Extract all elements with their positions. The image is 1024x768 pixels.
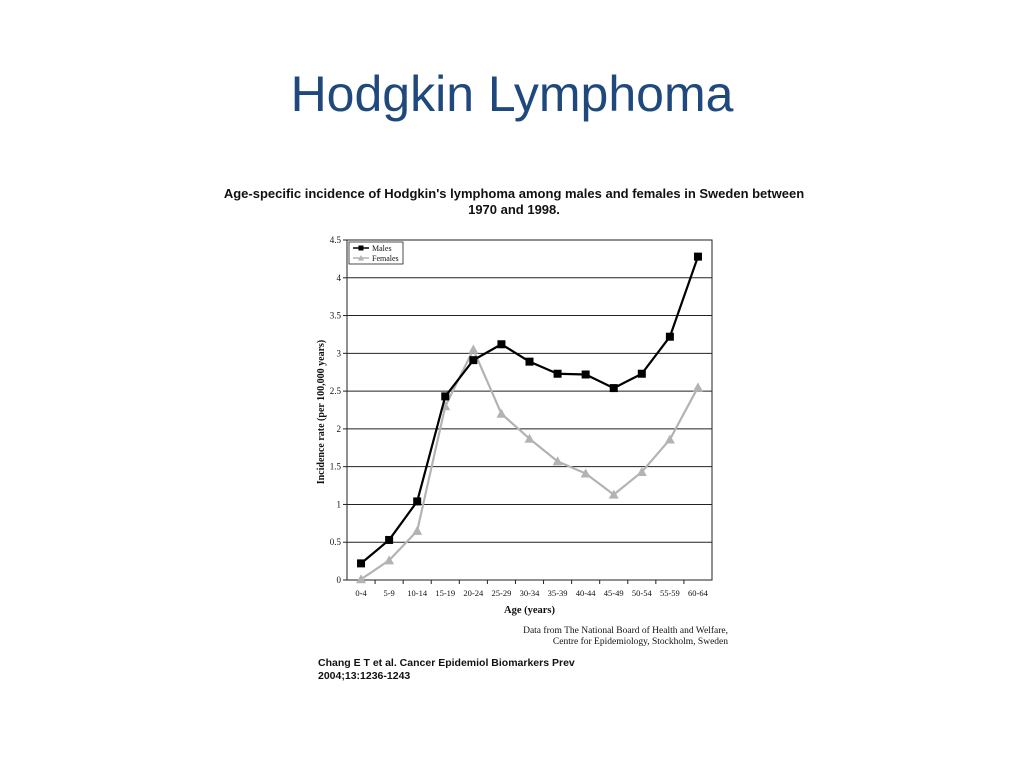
data-point-males (357, 559, 365, 567)
y-tick-label: 1 (336, 499, 341, 510)
legend-label-males: Males (372, 244, 392, 253)
y-tick-label: 2 (336, 423, 341, 434)
y-tick-label: 3 (336, 348, 341, 359)
data-point-males (610, 384, 618, 392)
data-point-females (412, 526, 422, 535)
citation (318, 657, 638, 683)
x-tick-label: 20-24 (463, 588, 484, 598)
x-tick-label: 15-19 (435, 588, 456, 598)
data-point-females (693, 382, 703, 391)
data-point-females (665, 434, 675, 443)
x-tick-label: 35-39 (547, 588, 568, 598)
x-tick-label: 25-29 (491, 588, 512, 598)
data-point-females (496, 409, 506, 418)
x-tick-label: 55-59 (659, 588, 680, 598)
y-tick-label: 2.5 (329, 386, 341, 397)
y-tick-label: 0.5 (329, 537, 341, 548)
x-tick-label: 0-4 (355, 588, 367, 598)
figure-title-line-1: Age-specific incidence of Hodgkin's lymphoma among males and females in Sweden between (223, 186, 805, 201)
series-line-females (361, 350, 698, 580)
figure-title-line-2: 1970 and 1998. (468, 202, 560, 217)
x-tick-label: 5-9 (383, 588, 395, 598)
data-source-line-2: Centre for Epidemiology, Stockholm, Sweden (552, 637, 728, 647)
data-point-females (468, 345, 478, 354)
data-point-males (413, 497, 421, 505)
data-source-line-1: Data from The National Board of Health and Welfare, (523, 626, 728, 636)
x-tick-label: 10-14 (407, 588, 428, 598)
series-line-males (361, 257, 698, 564)
y-tick-label: 1.5 (329, 461, 341, 472)
y-axis-label: Incidence rate (per 100,000 years) (316, 339, 327, 485)
data-point-males (385, 536, 393, 544)
y-tick-label: 0 (336, 575, 341, 585)
x-tick-label: 60-64 (688, 588, 708, 598)
x-tick-label: 50-54 (631, 588, 652, 598)
citation-line-2: 2004;13:1236-1243 (318, 670, 411, 682)
data-point-males (694, 253, 702, 261)
data-point-males (497, 340, 505, 348)
citation-line-1: Chang E T et al. Cancer Epidemiol Biomarkers Prev (318, 657, 575, 669)
x-axis-label: Age (years) (503, 605, 556, 616)
plot-frame (347, 240, 712, 580)
y-tick-label: 4 (336, 272, 341, 283)
y-tick-label: 4.5 (329, 235, 341, 245)
legend-marker-males (359, 246, 364, 251)
x-tick-label: 45-49 (603, 588, 624, 598)
legend-label-females: Females (372, 254, 399, 263)
x-tick-label: 40-44 (575, 588, 596, 598)
x-tick-label: 30-34 (519, 588, 540, 598)
data-source-note (468, 626, 728, 648)
data-point-males (526, 358, 534, 366)
slide-title: Hodgkin Lymphoma (290, 66, 734, 122)
data-point-males (638, 370, 646, 378)
data-point-males (666, 333, 674, 341)
data-point-males (582, 370, 590, 378)
y-tick-label: 3.5 (329, 310, 341, 321)
data-point-males (469, 356, 477, 364)
data-point-males (441, 392, 449, 400)
data-point-males (554, 370, 562, 378)
